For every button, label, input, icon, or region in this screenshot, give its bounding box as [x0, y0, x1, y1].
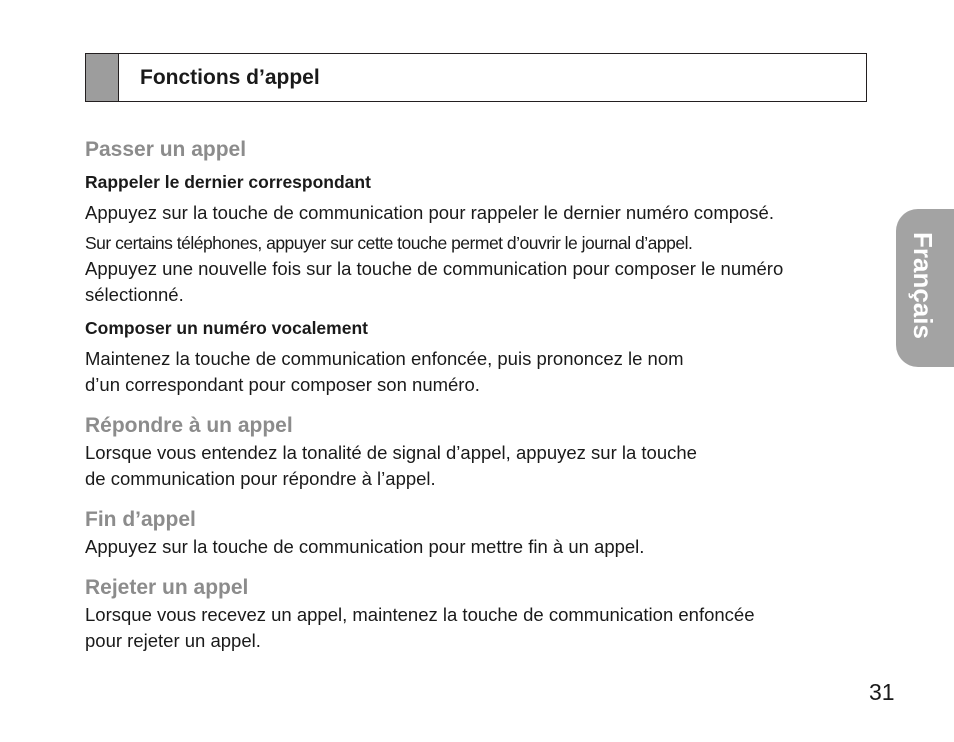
heading-rejeter-un-appel: Rejeter un appel	[85, 576, 249, 599]
language-tab-label: Français	[908, 232, 938, 339]
main-content	[85, 136, 875, 654]
paragraph-line: Maintenez la touche de communication enfoncée, puis prononcez le nom	[85, 348, 684, 369]
page-title: Fonctions d’appel	[140, 66, 320, 89]
page-number: 31	[869, 679, 895, 705]
paragraph-line: Appuyez sur la touche de communication pour mettre fin à un appel.	[85, 536, 645, 557]
subheading-rappeler: Rappeler le dernier correspondant	[85, 172, 371, 192]
subheading-composer-vocalement: Composer un numéro vocalement	[85, 318, 368, 338]
heading-repondre-un-appel: Répondre à un appel	[85, 414, 293, 437]
paragraph-line: Sur certains téléphones, appuyer sur cette touche permet d’ouvrir le journal d’appel.	[85, 233, 693, 253]
section-header	[85, 53, 867, 102]
heading-passer-un-appel: Passer un appel	[85, 138, 247, 161]
paragraph-line: Appuyez sur la touche de communication pour rappeler le dernier numéro composé.	[85, 202, 774, 223]
paragraph-line: de communication pour répondre à l’appel.	[85, 468, 436, 489]
paragraph-line: sélectionné.	[85, 284, 184, 305]
paragraph-line: Appuyez une nouvelle fois sur la touche de communication pour composer le numéro	[85, 258, 784, 279]
paragraph-line: d’un correspondant pour composer son numéro.	[85, 374, 480, 395]
heading-fin-d-appel: Fin d’appel	[85, 508, 196, 531]
header-marker-block	[86, 54, 119, 101]
paragraph-line: pour rejeter un appel.	[85, 630, 261, 651]
paragraph-line: Lorsque vous recevez un appel, maintenez la touche de communication enfoncée	[85, 604, 755, 625]
paragraph-line: Lorsque vous entendez la tonalité de signal d’appel, appuyez sur la touche	[85, 442, 697, 463]
